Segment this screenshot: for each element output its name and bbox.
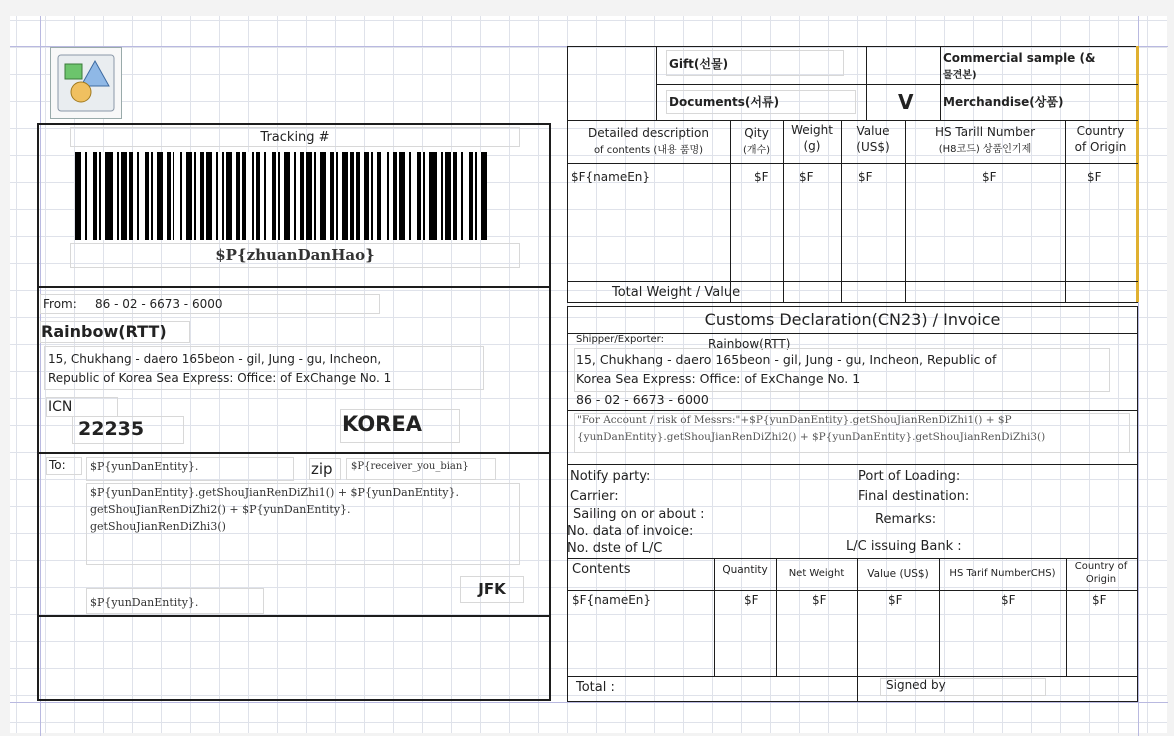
shipper-address-line2[interactable]: Korea Sea Express: Office: of ExChange No. 1 [576,371,861,386]
col-net-weight-header: Net Weight [788,568,845,579]
divider-from [37,286,551,288]
col-description-header: Detailed description of contents (내용 품명) [588,126,709,156]
to-address-line1[interactable]: $P{yunDanEntity}.getShouJianRenDiZhi1() + $P{yunDanEntity}. [90,486,459,499]
row-weight[interactable]: $F [799,170,814,184]
left-panel-border-top [37,123,551,125]
col-hs-header: HS Tarill Number (H8코드) 상품인기제 [934,125,1036,155]
customs-row-quantity[interactable]: $F [744,593,759,607]
shipper-label[interactable]: Shipper/Exporter: [576,334,664,345]
commercial-sample-option-line2[interactable]: 물견본) [943,70,977,81]
col-hs-tarif-header: HS Tarif NumberCHS) [949,568,1056,579]
col-quantity-header: Quantity [722,564,768,576]
sender-address-line2[interactable]: Republic of Korea Sea Express: Office: of ExChange No. 1 [48,371,392,385]
category-check-mark[interactable]: V [898,90,914,114]
col-origin-header: Country of Origin [1074,124,1127,154]
sender-name[interactable]: Rainbow(RTT) [41,322,167,341]
lc-issuing-bank[interactable]: L/C issuing Bank : [846,539,962,554]
row-value[interactable]: $F [858,170,873,184]
from-phone[interactable]: 86 - 02 - 6673 - 6000 [95,297,223,311]
destination-code[interactable]: JFK [478,580,506,598]
customs-border-right [1137,306,1138,702]
zip-value[interactable]: $P{receiver_you_bian} [351,461,469,472]
row-description[interactable]: $F{nameEn} [571,170,651,184]
port-of-loading[interactable]: Port of Loading: [858,469,961,484]
to-entity[interactable]: $P{yunDanEntity}. [90,460,199,473]
total-weight-value-label[interactable]: Total Weight / Value [612,285,741,300]
tracking-title[interactable]: Tracking # [260,130,330,145]
total-label[interactable]: Total : [576,680,615,695]
invoice-date[interactable]: No. data of invoice: [567,524,694,539]
row-hs[interactable]: $F [982,170,997,184]
barcode[interactable] [75,152,487,240]
customs-row-origin[interactable]: $F [1092,593,1107,607]
row-origin[interactable]: $F [1087,170,1102,184]
customs-row-value[interactable]: $F [888,593,903,607]
customs-row-contents[interactable]: $F{nameEn} [572,593,652,607]
customs-row-net-weight[interactable]: $F [812,593,827,607]
gift-option[interactable]: Gift(선물) [669,57,729,71]
postal-code[interactable]: 22235 [78,418,145,440]
shipper-name[interactable]: Rainbow(RTT) [708,337,791,351]
to-label[interactable]: To: [49,458,66,472]
merchandise-option[interactable]: Merchandise(상품) [943,95,1064,109]
left-panel-border-bottom [37,699,551,701]
lc-date[interactable]: No. dste of L/C [567,541,663,556]
col-contents-header: Contents [572,562,631,577]
to-address-line3[interactable]: getShouJianRenDiZhi3() [90,520,226,533]
to-address-line2[interactable]: getShouJianRenDiZhi2() + $P{yunDanEntity}. [90,503,351,516]
divider-to [37,452,551,454]
account-line2[interactable]: {yunDanEntity}.getShouJianRenDiZhi2() + $P{yunDanEntity}.getShouJianRenDiZhi3() [577,431,1046,443]
tracking-number[interactable]: $P{zhuanDanHao} [215,246,375,264]
customs-title[interactable]: Customs Declaration(CN23) / Invoice [704,310,1001,329]
country-name[interactable]: KOREA [342,412,422,436]
account-line1[interactable]: "For Account / risk of Messrs:"+$P{yunDanEntity}.getShouJianRenDiZhi1() + $P [577,414,1012,426]
shipper-address-line1[interactable]: 15, Chukhang - daero 165beon - gil, Jung - gu, Incheon, Republic of [576,352,997,367]
col-qty-header: Qity (개수) [742,126,771,156]
divider-bottom [37,615,551,617]
customs-border-left [567,306,568,702]
customs-row-hs[interactable]: $F [1001,593,1016,607]
logo-image-icon[interactable] [50,47,122,119]
carrier[interactable]: Carrier: [570,489,619,504]
from-label[interactable]: From: [43,297,77,311]
documents-option[interactable]: Documents(서류) [669,95,780,109]
zip-label[interactable]: zip [311,460,333,478]
remarks[interactable]: Remarks: [875,512,937,527]
col-value-header: Value (US$) [856,124,890,154]
col-country-origin-header: Country of Origin [1074,561,1128,585]
final-destination[interactable]: Final destination: [858,489,970,504]
notify-party[interactable]: Notify party: [570,469,651,484]
commercial-sample-option[interactable]: Commercial sample (& [943,51,1096,65]
row-qty[interactable]: $F [754,170,769,184]
top-table-border-top [567,46,1138,47]
origin-code[interactable]: ICN [48,399,73,415]
margin-guide-bottom [10,702,1168,703]
sender-address-line1[interactable]: 15, Chukhang - daero 165beon - gil, Jung - gu, Incheon, [48,352,382,366]
col-weight-header: Weight (g) [791,123,833,153]
to-entity-2[interactable]: $P{yunDanEntity}. [90,596,199,609]
top-table-border-left [567,46,568,302]
signed-by[interactable]: Signed by [886,678,946,692]
sailing-date[interactable]: Sailing on or about : [573,507,705,522]
col-value-usd-header: Value (US$) [867,568,929,580]
shipper-phone[interactable]: 86 - 02 - 6673 - 6000 [576,392,709,407]
